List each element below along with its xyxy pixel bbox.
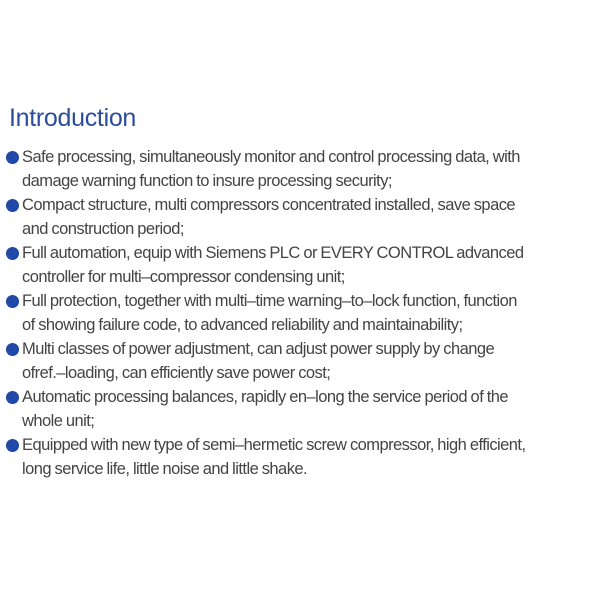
item-text-line: long service life, little noise and little shake. [22,460,308,478]
item-text-line: and construction period; [22,220,184,238]
bullet-icon [6,151,19,164]
item-text-line: whole unit; [22,412,95,430]
item-text-line: ofref.–loading, can efficiently save power cost; [22,364,331,382]
list-item [0,289,525,337]
list-item [0,385,525,433]
item-text-line: Automatic processing balances, rapidly en–long the service period of the [22,388,509,406]
item-text-line: Full protection, together with multi–time warning–to–lock function, function [22,292,517,310]
list-item [0,193,525,241]
bullet-icon [6,391,19,404]
section-title: Introduction [9,104,137,132]
list-item [0,337,525,385]
item-text-line: Equipped with new type of semi–hermetic screw compressor, high efficient, [22,436,526,454]
item-text-line: controller for multi–compressor condensing unit; [22,268,345,286]
item-text-line: Safe processing, simultaneously monitor and control processing data, with [22,148,520,166]
item-text-line: Multi classes of power adjustment, can adjust power supply by change [22,340,495,358]
feature-list [0,145,525,481]
list-item [0,145,525,193]
item-text-line: Full automation, equip with Siemens PLC or EVERY CONTROL advanced [22,244,524,262]
bullet-icon [6,199,19,212]
bullet-icon [6,439,19,452]
list-item [0,241,525,289]
bullet-icon [6,295,19,308]
bullet-icon [6,343,19,356]
item-text-line: damage warning function to insure processing security; [22,172,392,190]
item-text-line: of showing failure code, to advanced reliability and maintainability; [22,316,463,334]
bullet-icon [6,247,19,260]
item-text-line: Compact structure, multi compressors concentrated installed, save space [22,196,516,214]
list-item [0,433,525,481]
